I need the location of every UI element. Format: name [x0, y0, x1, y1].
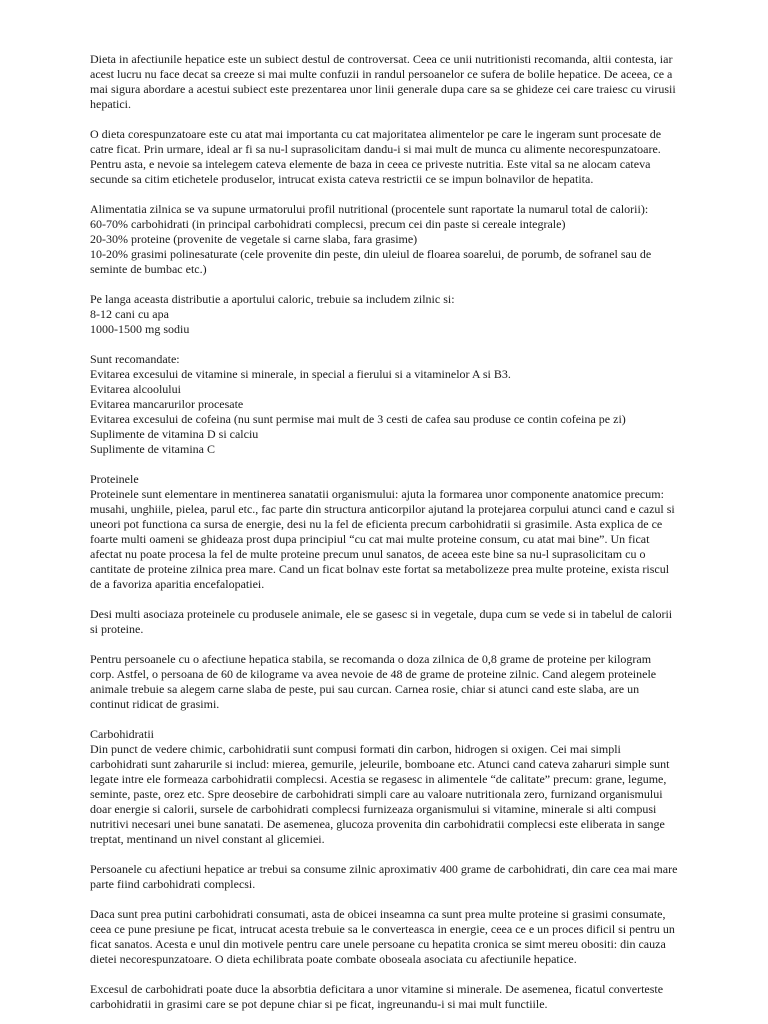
text-line: cantitate de proteine zilnica prea mare. Cand un ficat bolnav este fortat sa metabolizeze prea multe proteine, exista riscul — [90, 562, 670, 576]
text-line: dietei necorespunzatoare. O dieta echilibrata poate combate oboseala asociata cu afectiunile hepatice. — [90, 952, 577, 966]
text-line: Evitarea excesului de vitamine si minerale, in special a fierului si a vitaminelor A si B3. — [90, 367, 511, 381]
text-line: secunde sa citim etichetele produselor, intrucat exista cateva restrictii ce se impun bolnavilor de hepatita. — [90, 172, 594, 186]
text-line: seminte, paste, orez etc. Spre deosebire de carbohidrati simpli care au valoare nutritionala zero, furnizand organismului — [90, 787, 663, 801]
text-line: Alimentatia zilnica se va supune urmatorului profil nutritional (procentele sunt raportate la numarul total de calorii): — [90, 202, 649, 216]
text-line: musahi, unghiile, pielea, parul etc., fac parte din structura anticorpilor ajutand la protejarea corpului atunci cand e cazul si — [90, 502, 675, 516]
text-line: hepatici. — [90, 97, 131, 111]
text-line: catre ficat. Prin urmare, ideal ar fi sa nu-l suprasolicitam dandu-i si mai mult de munca cu alimente necorespunzatoare. — [90, 142, 661, 156]
text-line: Daca sunt prea putini carbohidrati consumati, asta de obicei inseamna ca sunt prea multe proteine si grasimi consumate, — [90, 907, 666, 921]
text-line: continut ridicat de grasimi. — [90, 697, 220, 711]
text-line: Pentru persoanele cu o afectiune hepatica stabila, se recomanda o doza zilnica de 0,8 grame de proteine per kilogram — [90, 652, 652, 666]
text-line: Evitarea excesului de cofeina (nu sunt permise mai mult de 3 cesti de cafea sau produse ce contin cofeina pe zi) — [90, 412, 626, 426]
text-line: ficat sanatos. Acesta e unul din motivele pentru care unele persoane cu hepatita cronica se simt mereu obositi: din cauza — [90, 937, 666, 951]
text-line: Suplimente de vitamina C — [90, 442, 215, 456]
text-line: legate intre ele formeaza carbohidratii complecsi. Acestia se regasesc in alimentele “de calitate” precum: grane, legume, — [90, 772, 667, 786]
text-line: corp. Astfel, o persoana de 60 de kilograme va avea nevoie de 48 de grame de proteine zilnic. Cand alegem proteinele — [90, 667, 657, 681]
text-line: Proteinele — [90, 472, 139, 486]
text-line: Evitarea mancarurilor procesate — [90, 397, 244, 411]
text-line: si proteine. — [90, 622, 144, 636]
document-body — [90, 52, 712, 1012]
text-line: 10-20% grasimi polinesaturate (cele provenite din peste, din uleiul de floarea soarelui, de porumb, de sofranel sau de — [90, 247, 652, 261]
text-line: animale trebuie sa alegem carne slaba de peste, pui sau curcan. Carnea rosie, chiar si atunci cand este slaba, are un — [90, 682, 640, 696]
text-line: nutritivi necesari unei bune sanatati. De asemenea, glucoza provenita din carbohidratii complecsi este eliberata in sange — [90, 817, 665, 831]
text-line: acest lucru nu face decat sa creeze si mai multe confuzii in randul persoanelor ce sufera de bolile hepatice. De aceea, ce a — [90, 67, 673, 81]
text-line: uneori pot functiona ca sursa de energie, desi nu la fel de eficienta precum carbohidratii si grasimile. Asta explica de ce — [90, 517, 663, 531]
text-line: Pe langa aceasta distributie a aportului caloric, trebuie sa includem zilnic si: — [90, 292, 455, 306]
text-line: Excesul de carbohidrati poate duce la absorbtia deficitara a unor vitamine si minerale. De asemenea, ficatul converteste — [90, 982, 664, 996]
text-line: Dieta in afectiunile hepatice este un subiect destul de controversat. Ceea ce unii nutritionisti recomanda, altii contesta, iar — [90, 52, 673, 66]
paragraph — [90, 352, 712, 457]
text-line: Persoanele cu afectiuni hepatice ar trebui sa consume zilnic aproximativ 400 grame de carbohidrati, din care cea mai mare — [90, 862, 678, 876]
text-line: ceea ce pune presiune pe ficat, intrucat acesta trebuie sa le converteasca in energie, ceea ce e un proces dificil si pentru un — [90, 922, 675, 936]
paragraph — [90, 652, 712, 712]
text-line: carbohidrati sunt zaharurile si includ: mierea, gemurile, jeleurile, bomboane etc. Atunci cand cateva zaharuri simple sunt — [90, 757, 670, 771]
text-line: treptat, mentinand un nivel constant al glicemiei. — [90, 832, 325, 846]
text-line: doar energie si calorii, sursele de carbohidrati complecsi furnizeaza organismului si vitamine, minerale si alti compusi — [90, 802, 657, 816]
text-line: Evitarea alcoolului — [90, 382, 181, 396]
text-line: seminte de bumbac etc.) — [90, 262, 207, 276]
paragraph — [90, 472, 712, 592]
text-line: afectat nu poate procesa la fel de multe proteine precum unul sanatos, de aceea este bine sa nu-l suprasolicitam cu o — [90, 547, 646, 561]
text-line: 1000-1500 mg sodiu — [90, 322, 190, 336]
text-line: O dieta corespunzatoare este cu atat mai importanta cu cat majoritatea alimentelor pe care le ingeram sunt procesate de — [90, 127, 662, 141]
paragraph — [90, 862, 712, 892]
paragraph — [90, 202, 712, 277]
paragraph — [90, 982, 712, 1012]
text-line: Proteinele sunt elementare in mentinerea sanatatii organismului: ajuta la formarea unor componente anatomice precum: — [90, 487, 664, 501]
text-line: mai sigura abordare a acestui subiect este prezentarea unor linii generale dupa care sa se ghideze cei care traiesc cu virusii — [90, 82, 676, 96]
text-line: Desi multi asociaza proteinele cu produsele animale, ele se gasesc si in vegetale, dupa cum se vede si in tabelul de calorii — [90, 607, 673, 621]
paragraph — [90, 127, 712, 187]
paragraph — [90, 907, 712, 967]
text-line: 60-70% carbohidrati (in principal carbohidrati complecsi, precum cei din paste si cereale integrale) — [90, 217, 566, 231]
text-line: Din punct de vedere chimic, carbohidratii sunt compusi formati din carbon, hidrogen si oxigen. Cei mai simpli — [90, 742, 621, 756]
paragraph — [90, 292, 712, 337]
text-line: Pentru asta, e nevoie sa intelegem cateva elemente de baza in ceea ce priveste nutritia. Este vital sa ne alocam cateva — [90, 157, 651, 171]
text-line: Suplimente de vitamina D si calciu — [90, 427, 259, 441]
text-line: carbohidratii in grasimi care se pot depune chiar si pe ficat, ingreunandu-i si mai mult functiile. — [90, 997, 548, 1011]
text-line: 20-30% proteine (provenite de vegetale si carne slaba, fara grasime) — [90, 232, 418, 246]
text-line: Sunt recomandate: — [90, 352, 180, 366]
text-line: Carbohidratii — [90, 727, 154, 741]
paragraph — [90, 727, 712, 847]
paragraph — [90, 52, 712, 112]
paragraph — [90, 607, 712, 637]
text-line: de a favoriza aparitia encefalopatiei. — [90, 577, 265, 591]
text-line: 8-12 cani cu apa — [90, 307, 169, 321]
text-line: parte fiind carbohidrati complecsi. — [90, 877, 256, 891]
text-line: foarte multi oameni se ghideaza prost dupa principiul “cu cat mai multe proteine consum, cu atat mai bine”. Un ficat — [90, 532, 650, 546]
